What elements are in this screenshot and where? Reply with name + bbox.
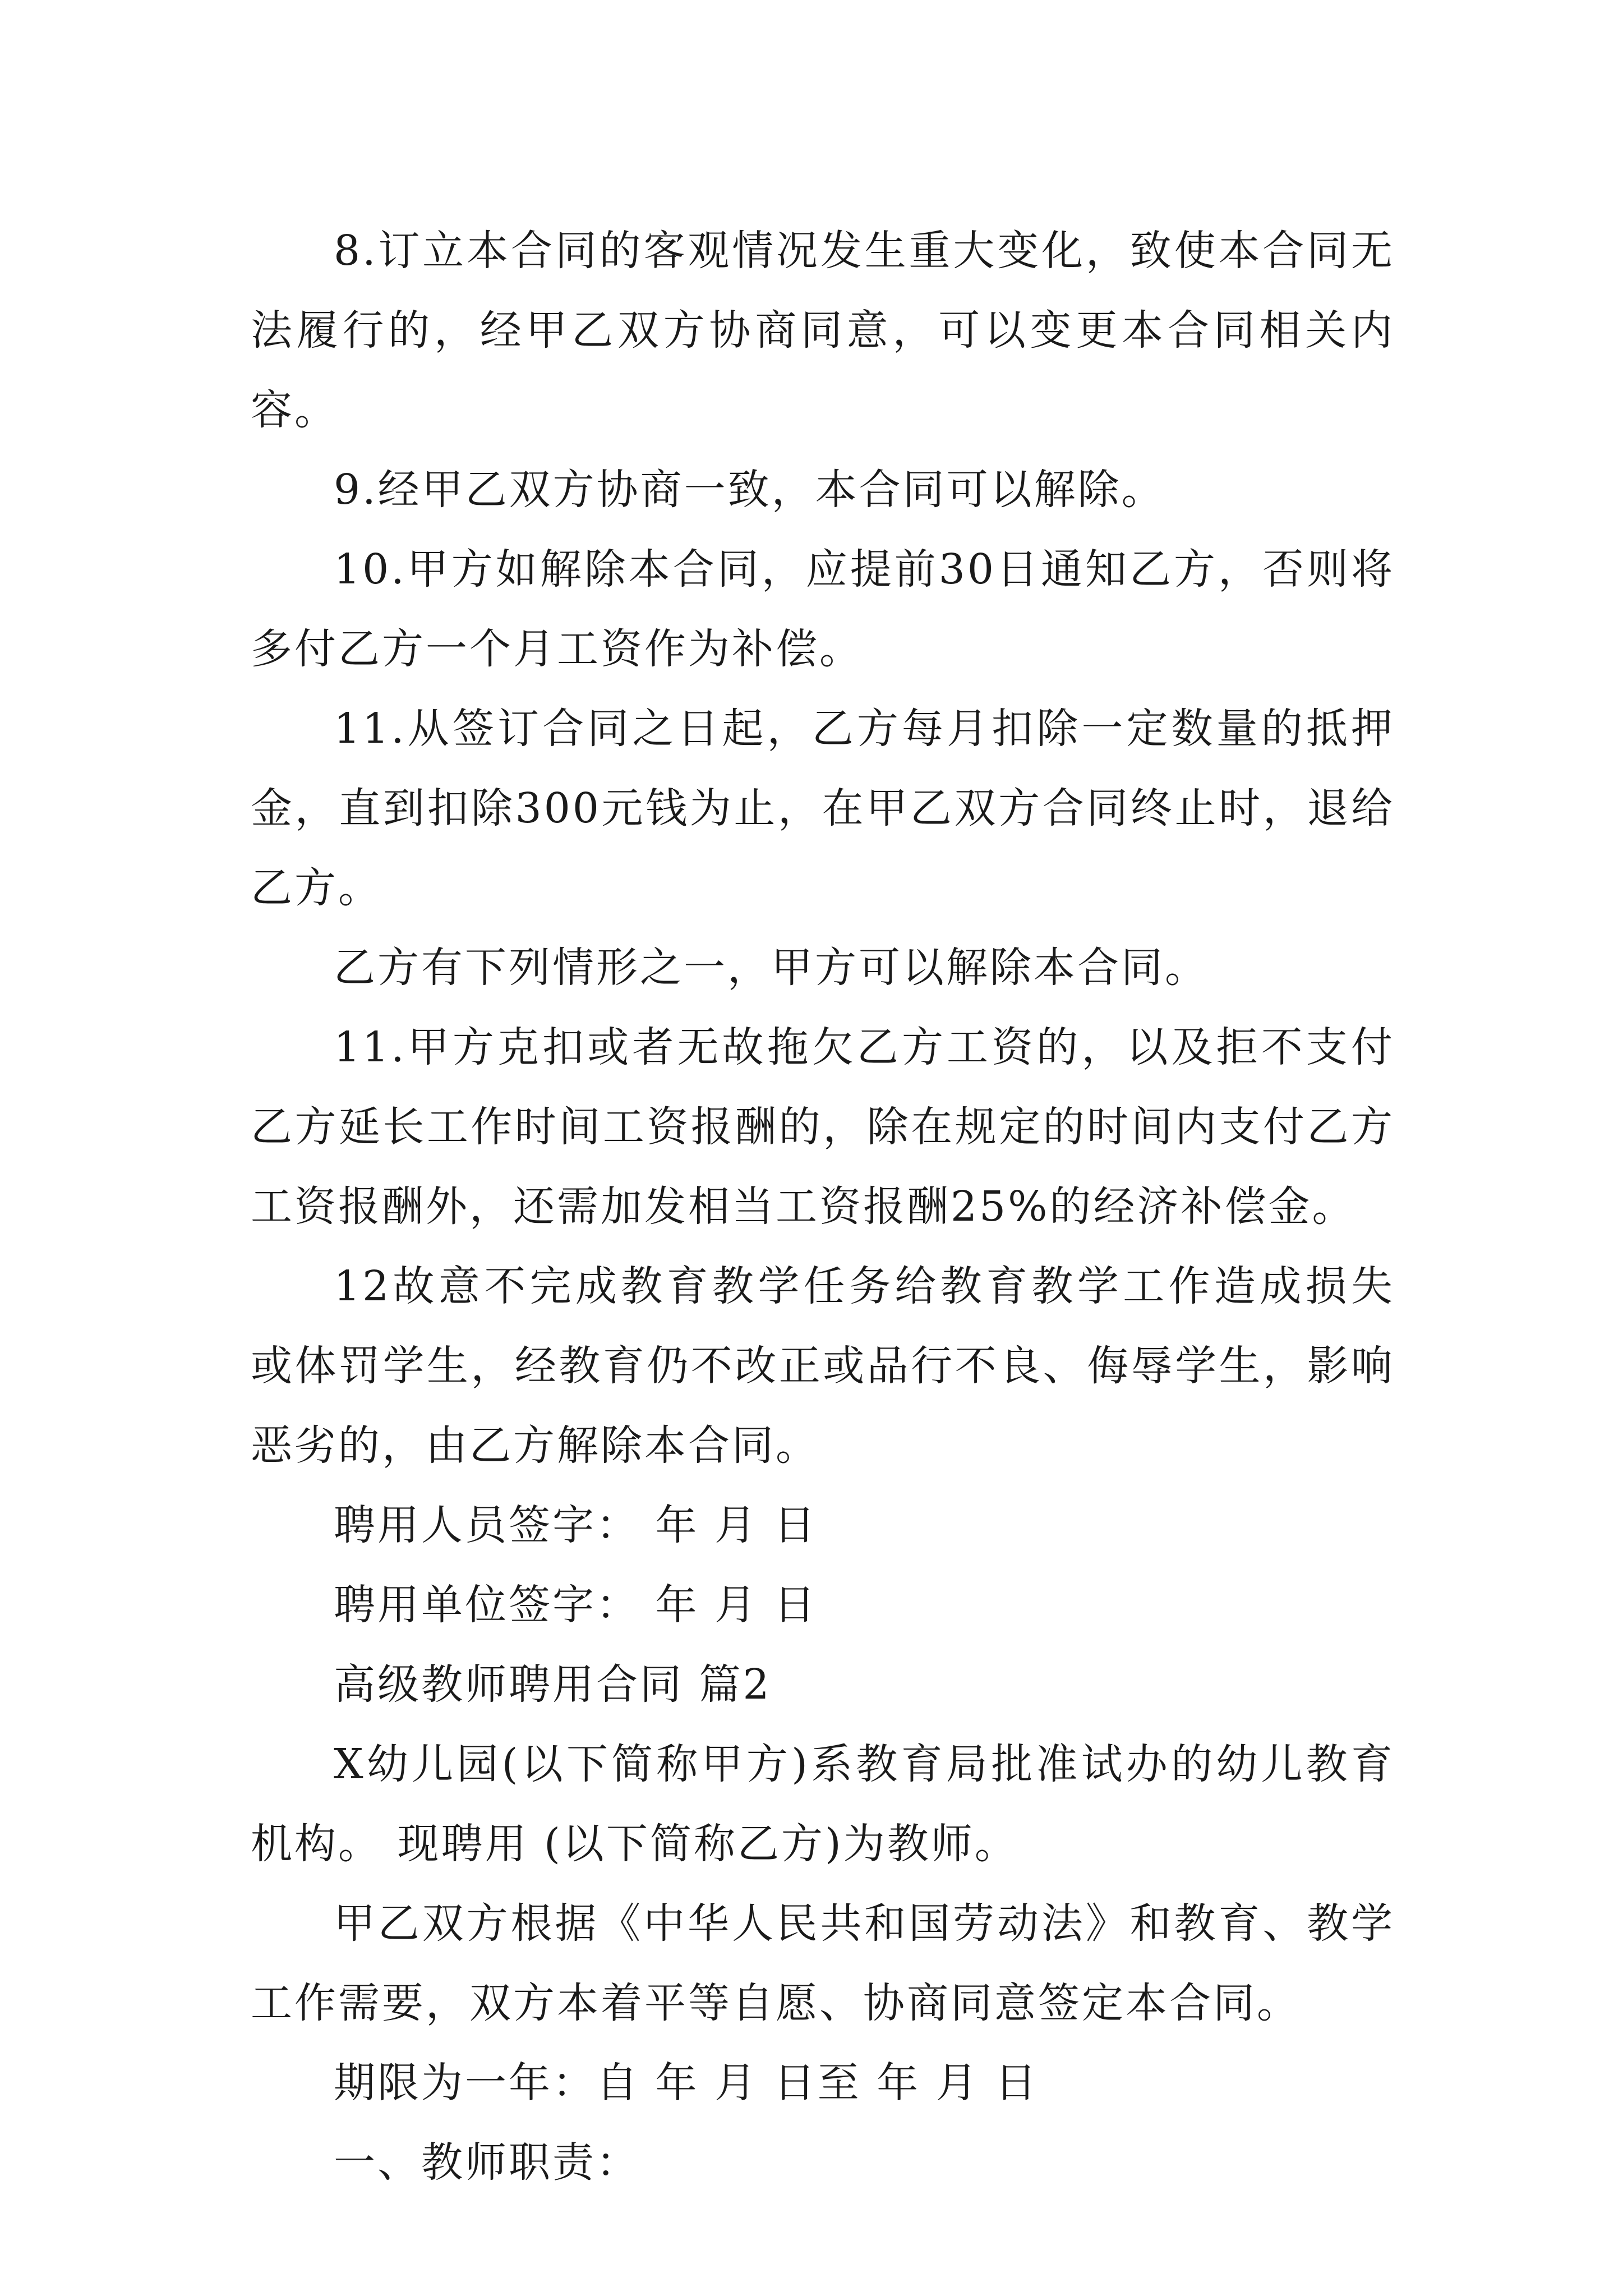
- paragraph-clause-12: 12故意不完成教育教学任务给教育教学工作造成损失或体罚学生，经教育仍不改正或品行不良、侮辱学生，影响恶劣的，由乙方解除本合同。: [251, 1262, 1395, 1470]
- document-body: [251, 211, 1395, 2202]
- paragraph-termination-intro: 乙方有下列情形之一，甲方可以解除本合同。: [334, 944, 1209, 992]
- paragraph-clause-10: 10.甲方如解除本合同，应提前30日通知乙方，否则将多付乙方一个月工资作为补偿。: [251, 545, 1395, 673]
- section-heading-contract-2: 高级教师聘用合同 篇2: [334, 1660, 772, 1709]
- paragraph-term: 期限为一年：自 年 月 日至 年 月 日: [334, 2059, 1039, 2107]
- paragraph-parties: X幼儿园(以下简称甲方)系教育局批准试办的幼儿教育机构。 现聘用 (以下简称乙方)为教师。: [251, 1740, 1395, 1868]
- paragraph-basis: 甲乙双方根据《中华人民共和国劳动法》和教育、教学工作需要，双方本着平等自愿、协商同意签定本合同。: [251, 1899, 1395, 2027]
- paragraph-clause-11-deposit: 11.从签订合同之日起，乙方每月扣除一定数量的抵押金，直到扣除300元钱为止，在甲乙双方合同终止时，退给乙方。: [251, 705, 1395, 912]
- section-heading-teacher-duties: 一、教师职责：: [334, 2138, 640, 2187]
- signature-line-employee: 聘用人员签字： 年 月 日: [334, 1501, 818, 1549]
- signature-line-employer: 聘用单位签字： 年 月 日: [334, 1581, 818, 1629]
- paragraph-clause-9: 9.经甲乙双方协商一致，本合同可以解除。: [334, 466, 1165, 514]
- paragraph-clause-11-wages: 11.甲方克扣或者无故拖欠乙方工资的，以及拒不支付乙方延长工作时间工资报酬的，除在规定的时间内支付乙方工资报酬外，还需加发相当工资报酬25%的经济补偿金。: [251, 1023, 1395, 1231]
- paragraph-clause-8: 8.订立本合同的客观情况发生重大变化，致使本合同无法履行的，经甲乙双方协商同意，可以变更本合同相关内容。: [251, 227, 1395, 434]
